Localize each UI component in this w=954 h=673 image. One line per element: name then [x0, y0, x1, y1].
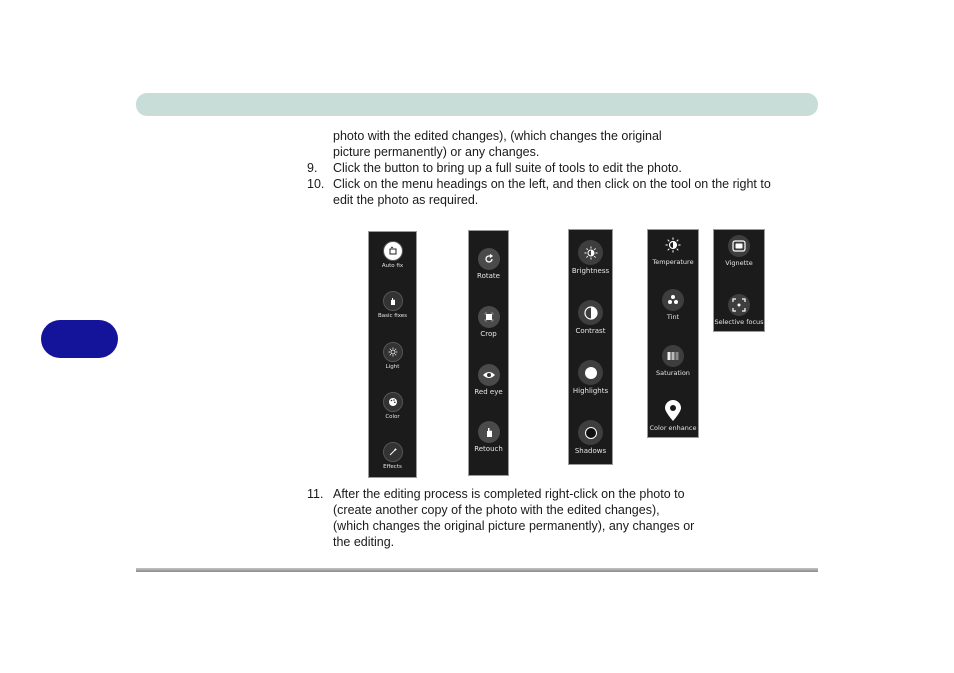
text-line: photo with the edited changes), (which changes the original	[333, 129, 662, 143]
eye-icon	[478, 364, 500, 386]
vignette-icon	[728, 235, 750, 257]
magic-wand-icon	[383, 442, 403, 462]
tool-rotate[interactable]	[469, 248, 508, 280]
text-line: (create another copy of the photo with the edited changes),	[333, 503, 660, 517]
text-line: picture permanently) or any changes.	[333, 145, 540, 159]
tool-label: Highlights	[572, 387, 609, 395]
tool-shadows[interactable]	[569, 420, 612, 455]
tool-basic-fixes[interactable]	[369, 291, 416, 319]
tool-label: Retouch	[474, 445, 503, 453]
tool-label: Crop	[480, 330, 497, 338]
focus-icon	[728, 294, 750, 316]
tool-saturation[interactable]	[648, 345, 698, 377]
tool-label: Color enhance	[649, 424, 697, 432]
tool-vignette[interactable]	[714, 235, 764, 267]
tool-label: Brightness	[571, 267, 610, 275]
step-number: 11.	[307, 487, 324, 501]
text-line: Click on the menu headings on the left, and then click on the tool on the right to	[333, 177, 771, 191]
text-line: (which changes the original picture permanently), any changes or	[333, 519, 695, 533]
tool-label: Light	[385, 364, 400, 370]
temperature-icon	[662, 234, 684, 256]
tool-color-enhance[interactable]	[648, 400, 698, 432]
effects-panel	[713, 229, 765, 332]
step-number: 9.	[307, 161, 318, 175]
tint-icon	[662, 289, 684, 311]
tool-crop[interactable]	[469, 306, 508, 338]
tool-effects[interactable]	[369, 442, 416, 470]
saturation-icon	[662, 345, 684, 367]
rotate-icon	[478, 248, 500, 270]
color-panel	[647, 229, 699, 438]
contrast-icon	[578, 300, 603, 325]
auto-fix-icon	[383, 241, 403, 261]
tool-tint[interactable]	[648, 289, 698, 321]
tool-red-eye[interactable]	[469, 364, 508, 396]
tool-color[interactable]	[369, 392, 416, 420]
text-line: edit the photo as required.	[333, 193, 479, 207]
text-line: the editing.	[333, 535, 395, 549]
tool-label: Temperature	[652, 258, 694, 266]
tool-selective-focus[interactable]	[714, 294, 764, 326]
tool-auto-fix[interactable]	[369, 241, 416, 269]
text-line: Click the button to bring up a full suite of tools to edit the photo.	[333, 161, 682, 175]
tool-temperature[interactable]	[648, 234, 698, 266]
tool-label: Basic fixes	[377, 313, 408, 319]
tool-label: Color	[385, 414, 400, 420]
location-pin-icon	[662, 400, 684, 422]
edit-menu-panel	[368, 231, 417, 478]
touch-icon	[478, 421, 500, 443]
basic-fixes-panel	[468, 230, 509, 476]
tool-label: Red eye	[474, 388, 503, 396]
crop-icon	[478, 306, 500, 328]
tool-label: Effects	[383, 464, 402, 470]
tool-retouch[interactable]	[469, 421, 508, 453]
tool-label: Saturation	[656, 369, 690, 377]
tool-contrast[interactable]	[569, 300, 612, 335]
hand-icon	[383, 291, 403, 311]
tool-label: Selective focus	[714, 318, 764, 326]
tool-highlights[interactable]	[569, 360, 612, 395]
chapter-tab	[41, 320, 118, 358]
tool-light[interactable]	[369, 342, 416, 370]
highlights-icon	[578, 360, 603, 385]
tool-label: Auto fix	[381, 263, 404, 269]
tool-label: Shadows	[574, 447, 607, 455]
header-bar	[136, 93, 818, 116]
tool-label: Contrast	[575, 327, 606, 335]
tool-brightness[interactable]	[569, 240, 612, 275]
palette-icon	[383, 392, 403, 412]
tool-label: Tint	[666, 313, 680, 321]
light-panel	[568, 229, 613, 465]
shadows-icon	[578, 420, 603, 445]
footer-rule	[136, 568, 818, 572]
tool-label: Vignette	[725, 259, 753, 267]
sun-icon	[383, 342, 403, 362]
brightness-icon	[578, 240, 603, 265]
tool-label: Rotate	[477, 272, 500, 280]
text-line: After the editing process is completed right-click on the photo to	[333, 487, 685, 501]
step-number: 10.	[307, 177, 325, 191]
